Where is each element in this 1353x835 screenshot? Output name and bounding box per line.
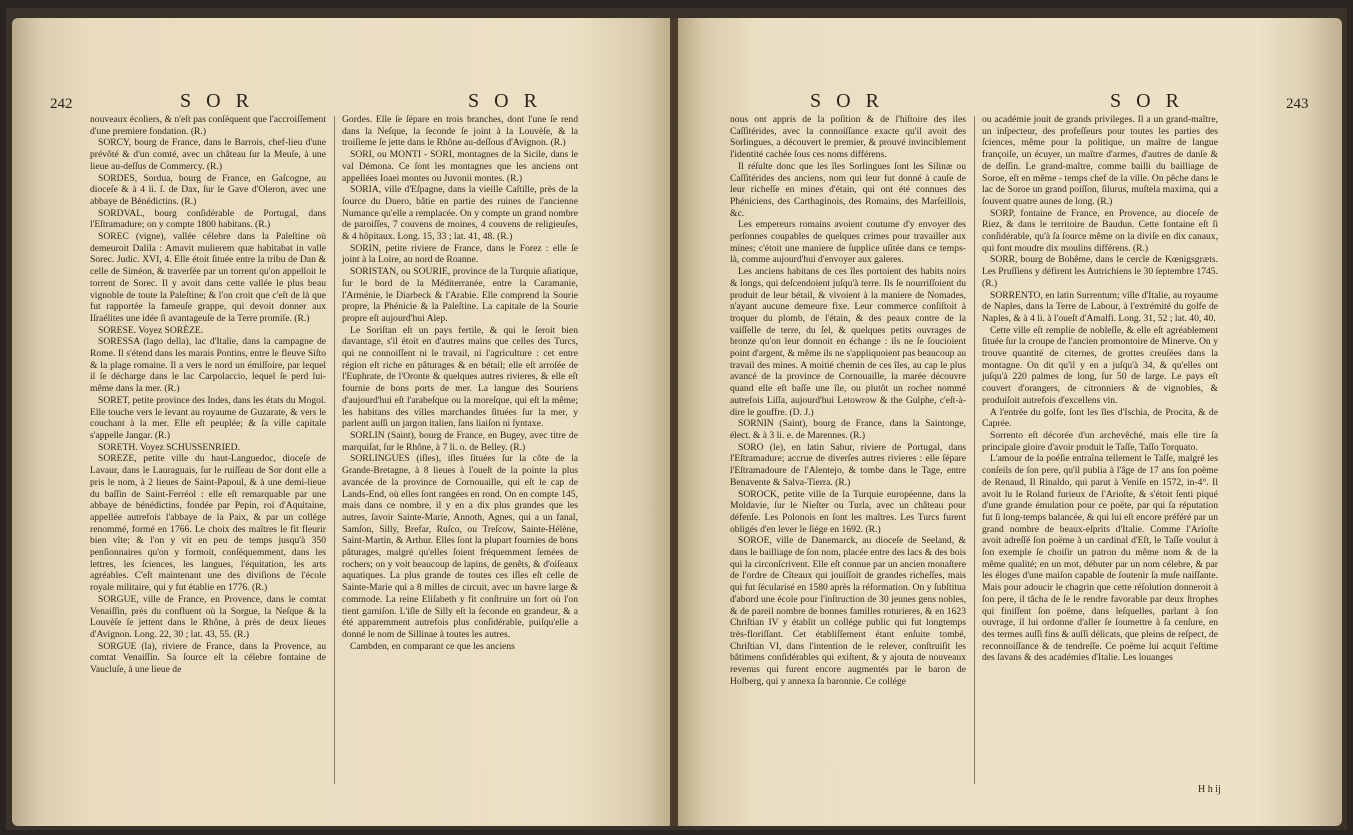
paragraph: SORISTAN, ou SOURIE, province de la Turquie aſiatique, ſur le bord de la Méditerranée, entre la Caramanie, l'Arménie, le Diarbeck & l'Arabie. Elle comprend la Sourie propre, la Phénicie & la Paleſtine. La capitale de la Sourie propre eſt aujourd'hui Alep. xyxy=(342,266,578,324)
paragraph: Les anciens habitans de ces îles portoient des habits noirs & longs, qui deſcendoient juſqu'à terre. Ils ſe nourriſſoient du produit de leur bétail, & vivoient à la maniere de Nomades, n'ayant aucune demeure fixe. Leur commerce conſiſtoit à troquer du plomb, de l'étain, & des peaux contre de la vaiſſelle de terre, du ſel, & quelques petits ouvrages de bronze qu'on leur donnoit en échange : ils ne ſe ſoucioient point d'argent, & même ils ne s'appliquoient pas beaucoup au travail des mines. A moitié chemin de ces îles, au cap le plus avancé de la province de Cornouaille, la marée découvre quand elle eſt baſſe une île, ou plutôt un rocher nommé autrefois Liſſa, aujourd'hui Letowrow & the Gulphe, c'eſt-à-dire le gouffre. (D. J.) xyxy=(730,266,966,418)
paragraph: Cambden, en comparant ce que les anciens xyxy=(350,640,515,652)
paragraph: SORDES, Sordua, bourg de France, en Gaſcogne, au dioceſe & à 4 li. ſ. de Dax, ſur le Gave d'Oleron, avec une abbaye de Bénédictins. (R.) xyxy=(90,172,326,207)
paragraph: ou académie jouit de grands privileges. Il a un grand-maître, un inſpecteur, des profeſſeurs pour toutes les parties des ſciences, même pour la politique, un maître de langue françoiſe, un écuyer, un maître d'armes, d'autres de danſe & de deſſin. Le grand-maître, comme bailli du bailliage de Soroe, eſt en même - temps chef de la ville. On pêche dans le lac de Soroe un grand poiſſon, ſilurus, muſtela maxima, qui a ſouvent quatre aunes de long. (R.) xyxy=(982,114,1218,207)
right-running-head-1: S O R xyxy=(810,90,884,112)
paragraph: SORP, fontaine de France, en Provence, au dioceſe de Riez, & dans le territoire de Baudun. Cette fontaine eſt ſi conſidérable, qu'à ſa ſource même on la diviſe en dix canaux, qui font moudre dix moulins différens. (R.) xyxy=(982,207,1218,254)
paragraph: SORIA, ville d'Eſpagne, dans la vieille Caſtille, près de la ſource du Duero, bâtie en partie des ruines de l'ancienne Numance qu'elle a remplacée. On y compte un grand nombre de paroiſſes, 7 couvens de moines, 4 couvens de religieuſes, & 4 hôpitaux. Long. 15, 33 ; lat. 41, 48. (R.) xyxy=(342,184,578,243)
paragraph: A l'entrée du golfe, ſont les îles d'Ischia, de Procita, & de Caprée. xyxy=(982,406,1218,430)
paragraph: SOROE, ville de Danemarck, au dioceſe de Seeland, & dans le bailliage de ſon nom, placée entre des lacs & des bois qui la circonſcrivent. Elle eſt connue par un ancien monaſtere de l'ordre de Cîteaux qui jouiſſoit de grandes richeſſes, mais qui fut ſécularisé en 1580 après la réformation. On y ſubſtitua d'abord une école pour l'inſtruction de 30 jeunes gens nobles, & de pareil nombre de bonnes familles roturieres, & en 1623 Chriſtian IV y établit un collége public qui fut longtemps très-floriſſant. Cet établiſſement étant enſuite tombé, Chriſtian VI, dans l'intention de le relever, conſtruiſit les bâtimens conſidérables qui exiſtent, & y ajouta de nouveaux revenus qui furent encore augmentés par le baron de Holberg, qui y annexa ſa baronnie. Ce collége xyxy=(730,535,966,687)
paragraph: Sorrento eſt décorée d'un archevêché, mais elle tire ſa principale gloire d'avoir produit le Taſſe, Taſſo Torquato. xyxy=(982,429,1218,453)
paragraph: SORNIN (Saint), bourg de France, dans la Saintonge, élect. & à 3 li. e. de Marennes. (R.) xyxy=(730,418,966,441)
paragraph: SORCY, bourg de France, dans le Barrois, chef-lieu d'une prévôté & d'un comté, avec un château ſur la Meuſe, à une lieue au-deſſus de Commercy. (R.) xyxy=(90,137,326,172)
left-column-2 xyxy=(342,114,578,652)
right-running-head-2: S O R xyxy=(1110,90,1184,112)
right-page-number: 243 xyxy=(1286,96,1309,112)
paragraph: Les empereurs romains avoient coutume d'y envoyer des perſonnes coupables de quelques crimes pour travailler aux mines; c'étoit une maniere de ſupplice uſitée dans ce temps-là, comme aujourd'hui d'envoyer aux galeres. xyxy=(730,219,966,266)
catchword: H h ij xyxy=(1198,784,1221,795)
paragraph: Gordes. Elle ſe ſépare en trois branches, dont l'une ſe rend dans la Neſque, la ſeconde ſe joint à la Louvèſe, & la troiſieme ſe jette dans le Rhône au-deſſous d'Avignon. (R.) xyxy=(342,114,578,149)
paragraph: SORGUE (la), riviere de France, dans la Provence, au comtat Venaiſſin. Sa ſource eſt la célebre fontaine de Vaucluſe, à une lieue de xyxy=(90,640,326,676)
paragraph: SORLINGUES (iſles), iſles ſituées ſur la côte de la Grande-Bretagne, à 8 lieues à l'oueſt de la pointe la plus avancée de la province de Cornouaille, qui eſt le cap de Lands-End, où elles ſont rangées en rond. On en compte 145, mais dans ce nombre, il y en a dix plus grandes que les autres, ſavoir Sainte-Marie, Annoth, Agnes, qui a un fanal, Samſon, Silly, Brefar, Ruſco, ou Treſcow, Sainte-Hélène, Saint-Martin, & Arthur. Elles ſont la plupart fournies de bons pâturages, malgré qu'elles ſoient fréquemment ſemées de rochers; on y voit beaucoup de lapins, de genêts, & d'oiſeaux aquatiques. La plus grande de toutes ces iſles eſt celle de Sainte-Marie qui a 8 milles de circuit, avec un havre large & commode. La reine Eliſabeth y fit conſtruire un fort où l'on tient garniſon. L'iſle de Silly eſt la ſeconde en grandeur, & a été apparemment autrefois plus conſidérable, puiſqu'elle a donné le nom de Sillinae à toutes les autres. xyxy=(342,453,578,640)
left-running-head-1: S O R xyxy=(180,90,254,112)
paragraph: SORIN, petite riviere de France, dans le Forez : elle ſe joint à la Loire, au nord de Roanne. xyxy=(342,242,578,266)
left-page xyxy=(12,18,674,826)
paragraph: SOREC (vigne), vallée célebre dans la Paleſtine où demeuroit Dalila : Amavit mulierem quæ habitabat in valle Sorec. Judic. XVI, 4. Elle étoit ſituée entre la tribu de Dan & celle de Siméon, & traverſée par un torrent qu'on appelloit le torrent de Sorec. Il y avoit dans cette vallée le plus beau vignoble de toute la Paleſtine; & l'on croit que c'eſt de là que fut rapportée la fameuſe grappe, qui devoit donner aux Iſraélites une idée ſi avantageuſe de la Terre promiſe. (R.) xyxy=(90,231,326,324)
paragraph: SORGUE, ville de France, en Provence, dans le comtat Venaiſſin, près du confluent où la Sorgue, la Neſque & la Louvèſe ſe jettent dans le Rhône, à près de deux lieues d'Avignon. Long. 22, 30 ; lat. 43, 55. (R.) xyxy=(90,593,326,640)
column-rule xyxy=(334,116,335,784)
paragraph: SORI, ou MONTI - SORI, montagnes de la Sicile, dans le val Démona. Ce ſont les montagnes que les anciens ont appellées Ioaei montes ou Juvonii montes. (R.) xyxy=(342,149,578,184)
paragraph: SORET, petite province des Indes, dans les états du Mogol. Elle touche vers le levant au royaume de Guzarate, & vers le couchant à la mer. Elle eſt peuplée; & ſa ville capitale s'appelle Jangar. (R.) xyxy=(90,394,326,441)
paragraph: SOREZE, petite ville du haut-Languedoc, dioceſe de Lavaur, dans le Lauraguais, ſur le ruiſſeau de Sor dont elle a pris le nom, à 2 lieues de Saint-Papoul, & à une demi-lieue du baſſin de Saint-Ferréol : elle eſt remarquable par une abbaye de bénédictins, fondée par Pepin, roi d'Aquitaine, appellée autrefois l'abbaye de la Paix, & par un collége renommé, formé en 1766. Le choix des maîtres le fit fleurir bien vîte; & l'on y vit en peu de temps jusqu'à 350 penſionnaires qu'on y formoit, conſéquemment, dans les lettres, les ſciences, les langues, l'équitation, les arts agréables. C'eſt maintenant une des diviſions de l'école royale militaire, qui y fut établie en 1776. (R.) xyxy=(90,453,326,594)
paragraph: nous ont appris de la poſition & de l'hiſtoire des iles Caſſitérides, avec la connoiſſance exacte qu'il avoit des Sorlingues, a découvert le premier, & prouvé invinciblement l'identité cachée ſous ces noms différens. xyxy=(730,114,966,161)
paragraph: Cette ville eſt remplie de nobleſſe, & elle eſt agréablement ſituée ſur la croupe de l'ancien promontoire de Minerve. On y trouve quantité de citernes, de grottes creuſées dans la montagne. On dit qu'il y en a juſqu'à 34, & qu'elles ont juſqu'à 220 palmes de long, ſur 50 de large. Le pays eſt couvert d'orangers, de citronniers & de vignobles, & produiſoit autrefois d'excellens vin. xyxy=(982,324,1218,406)
paragraph: SORRENTO, en latin Surrentum; ville d'Italie, au royaume de Naples, dans la Terre de Labour, à l'extrémité du golfe de Naples, & à 4 li. à l'oueſt d'Amalfi. Long. 31, 52 ; lat. 40, 40. xyxy=(982,289,1218,324)
book-spread xyxy=(6,8,1347,830)
left-column-1 xyxy=(90,114,326,676)
paragraph: L'amour de la poéſie entraîna tellement le Taſſe, malgré les conſeils de ſon pere, qu'il publia à l'âge de 17 ans ſon poëme de Renaud, Il Rinaldo, qui parut à Veniſe en 1572, in-4°. Il avoit lu le Roland furieux de l'Arioſte, & s'étoit ſenti piqué d'une grande émulation pour ce poëte, par qui ſa réputation fut ſi long-temps balancée, & qui lui eſt encore préféré par un grand nombre de beaux-eſprits d'Italie. Comme l'Arioſte avoit adreſſé ſon poëme à un cardinal d'Eſt, le Taſſe voulut à ſon exemple ſe choiſir un patron du même nom & de la même qualité; en un mot, débuter par un nom célebre, & par les éloges d'une maiſon capable de ſoutenir ſa muſe naiſſante. Mais pour adoucir le chagrin que cette réſolution donneroit à ſon pere, il tâcha de ſe le rendre favorable par deux ſtrophes qui finiſſent ſon poëme, dans leſquelles, parlant à ſon ouvrage, il lui ordonne d'aller ſe ſoumettre à ſa cenſure, en des termes auſſi fins & auſſi délicats, que pleins de reſpect, de reconnoiſſance & de tendreſſe. Ce poëme lui acquit l'eſtime des ſavans & des académies d'Italie. Les louanges xyxy=(982,453,1218,664)
paragraph: Il réſulte donc que les îles Sorlingues ſont les Silinæ ou Caſſitérides des anciens, nom qui leur fut donné à cauſe de leur richeſſe en mines d'étain, qui ont été connues des Phéniciens, des Carthaginois, des Romains, des Marſeillois, &c. xyxy=(730,160,966,219)
paragraph: SORESSA (lago della), lac d'Italie, dans la campagne de Rome. Il s'étend dans les marais Pontins, entre le fleuve Siſto & la plage romaine. Il a vers le nord un émiſſoire, par lequel il ſe décharge dans le lac Carpolaccio, lequel ſe perd lui-même dans la mer. (R.) xyxy=(90,336,326,395)
paragraph: SORO (le), en latin Sabur, riviere de Portugal, dans l'Eſtramadure; accrue de diverſes autres rivieres : elle ſépare l'Eſtramadoure de l'Alentejo, & tombe dans le Tage, entre Benavente & Salva-Tierra. (R.) xyxy=(730,441,966,488)
left-running-head-2: S O R xyxy=(468,90,542,112)
left-page-number: 242 xyxy=(50,96,73,112)
paragraph: nouveaux écoliers, & n'eſt pas conſéquent que l'accroiſſement d'une premiere fondation. (R.) xyxy=(90,114,326,137)
right-column-2 xyxy=(982,114,1218,664)
paragraph: SORESE. Voyez SORÈZE. xyxy=(98,324,204,336)
paragraph: SORLIN (Saint), bourg de France, en Bugey, avec titre de marquiſat, ſur le Rhône, à 7 li. o. de Belley. (R.) xyxy=(342,429,578,453)
column-rule xyxy=(974,116,975,784)
paragraph: SORDVAL, bourg conſidérable de Portugal, dans l'Eſtramadure; on y compte 1800 habitans. (R.) xyxy=(90,207,326,231)
paragraph: SOROCK, petite ville de la Turquie européenne, dans la Moldavie, ſur le Nieſter ou Turla, avec un château pour défenſe. Les Polonois en ſont les maîtres. Les Turcs furent obligés d'en lever le ſiége en 1692. (R.) xyxy=(730,488,966,535)
paragraph: SORR, bourg de Bohême, dans le cercle de Kœnigsgræts. Les Pruſſiens y défirent les Autrichiens le 30 ſeptembre 1745. (R.) xyxy=(982,254,1218,289)
paragraph: SORETH. Voyez SCHUSSENRIED. xyxy=(98,441,240,453)
right-column-1 xyxy=(730,114,966,687)
paragraph: Le Soriſtan eſt un pays fertile, & qui le ſeroit bien davantage, s'il étoit en d'autres mains que celles des Turcs, qui ne connoiſſent ni le travail, ni l'agriculture : cet entre région eſt riche en pâturages & en bétail; elle eſt arroſée de l'Euphrate, de l'Oronte & quelques autres rivieres, & elle eſt fournie de bons ports de mer. La langue des Souriens d'aujourd'hui eſt l'arabeſque ou la moreſque, qui eſt la même; les habitans des villes marchandes ſituées ſur la mer, y parlent auſſi un jargon italien, ſans liaiſon ni ſyntaxe. xyxy=(342,324,578,430)
right-page xyxy=(678,18,1342,826)
